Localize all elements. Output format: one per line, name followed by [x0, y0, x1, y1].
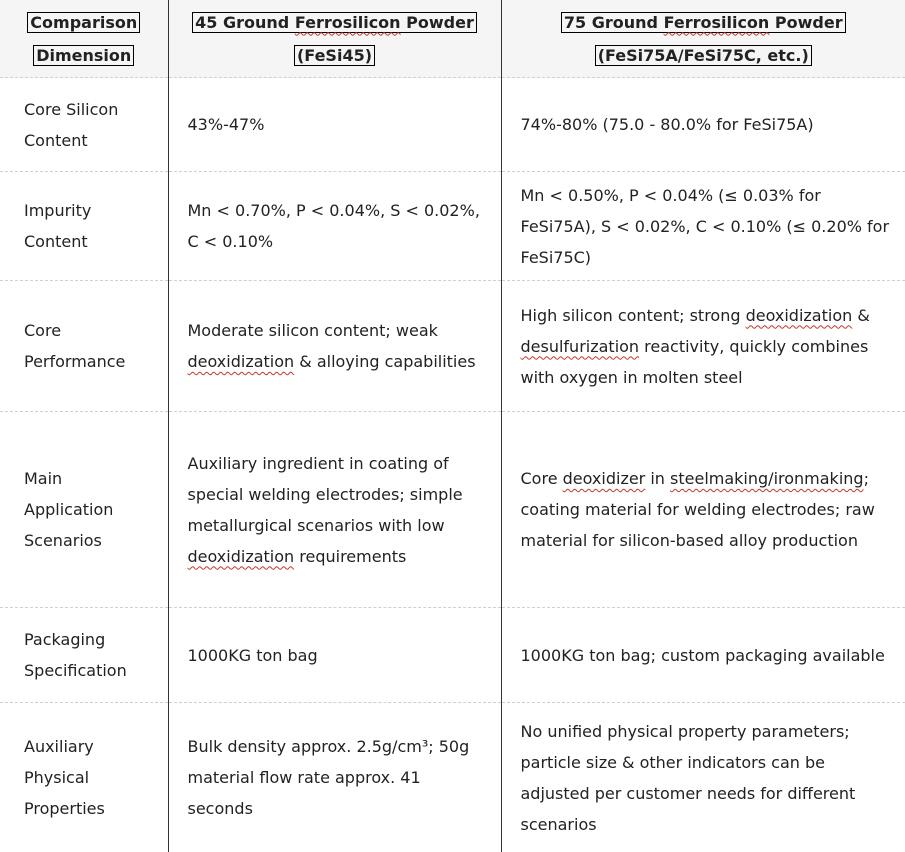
cell-fesi75: Mn < 0.50%, P < 0.04% (≤ 0.03% for FeSi75A), S < 0.02%, C < 0.10% (≤ 0.20% for FeSi75C) [501, 172, 905, 281]
spellcheck-flag: steelmaking/ironmaking [670, 469, 864, 488]
header-dimension-line2: Dimension [33, 45, 134, 66]
dimension-line: Application [24, 500, 113, 519]
header-fesi75-line2: (FeSi75A/FeSi75C, etc.) [595, 45, 812, 66]
row-dimension [0, 78, 168, 172]
dimension-line: Main [24, 469, 62, 488]
cell-fesi45: Bulk density approx. 2.5g/cm³; 50g material flow rate approx. 41 seconds [168, 703, 501, 852]
cell-fesi45: 1000KG ton bag [168, 608, 501, 703]
spellcheck-flag: Ferrosilicon [295, 13, 401, 32]
cell-fesi75: No unified physical property parameters; particle size & other indicators can be adjusted per customer needs for different scenarios [501, 703, 905, 852]
spellcheck-flag: deoxidization [188, 352, 295, 371]
cell-fesi75: 1000KG ton bag; custom packaging available [501, 608, 905, 703]
cell-fesi45: 43%-47% [168, 78, 501, 172]
header-fesi45 [168, 0, 501, 78]
dimension-line: Impurity [24, 201, 91, 220]
cell-fesi75: 74%-80% (75.0 - 80.0% for FeSi75A) [501, 78, 905, 172]
spellcheck-flag: deoxidization [746, 306, 853, 325]
table-row [0, 608, 905, 703]
dimension-line: Core Silicon [24, 100, 118, 119]
header-row [0, 0, 905, 78]
dimension-line: Content [24, 232, 88, 251]
dimension-line: Performance [24, 352, 125, 371]
table-row [0, 703, 905, 852]
row-dimension [0, 412, 168, 608]
spellcheck-flag: Ferrosilicon [664, 13, 770, 32]
cell-fesi45: Mn < 0.70%, P < 0.04%, S < 0.02%, C < 0.10% [168, 172, 501, 281]
spellcheck-flag: deoxidization [188, 547, 295, 566]
header-fesi45-line1: 45 Ground Ferrosilicon Powder [192, 12, 477, 33]
dimension-line: Content [24, 131, 88, 150]
row-dimension [0, 608, 168, 703]
dimension-line: Packaging [24, 630, 105, 649]
header-dimension-line1: Comparison [27, 12, 140, 33]
table-row [0, 281, 905, 412]
spellcheck-flag: deoxidizer [563, 469, 646, 488]
row-dimension [0, 703, 168, 852]
row-dimension [0, 172, 168, 281]
header-fesi75-line1: 75 Ground Ferrosilicon Powder [561, 12, 846, 33]
header-fesi45-line2: (FeSi45) [294, 45, 375, 66]
header-dimension [0, 0, 168, 78]
dimension-line: Properties [24, 799, 105, 818]
table-row [0, 78, 905, 172]
dimension-line: Physical [24, 768, 89, 787]
table-row [0, 412, 905, 608]
dimension-line: Core [24, 321, 61, 340]
dimension-line: Auxiliary [24, 737, 94, 756]
spellcheck-flag: desulfurization [521, 337, 640, 356]
cell-fesi75: High silicon content; strong deoxidization & desulfurization reactivity, quickly combines with oxygen in molten steel [501, 281, 905, 412]
cell-fesi45: Auxiliary ingredient in coating of special welding electrodes; simple metallurgical scenarios with low deoxidization requirements [168, 412, 501, 608]
dimension-line: Specification [24, 661, 127, 680]
header-fesi75 [501, 0, 905, 78]
dimension-line: Scenarios [24, 531, 102, 550]
row-dimension [0, 281, 168, 412]
table-row [0, 172, 905, 281]
cell-fesi75: Core deoxidizer in steelmaking/ironmaking; coating material for welding electrodes; raw material for silicon-based alloy production [501, 412, 905, 608]
cell-fesi45: Moderate silicon content; weak deoxidization & alloying capabilities [168, 281, 501, 412]
